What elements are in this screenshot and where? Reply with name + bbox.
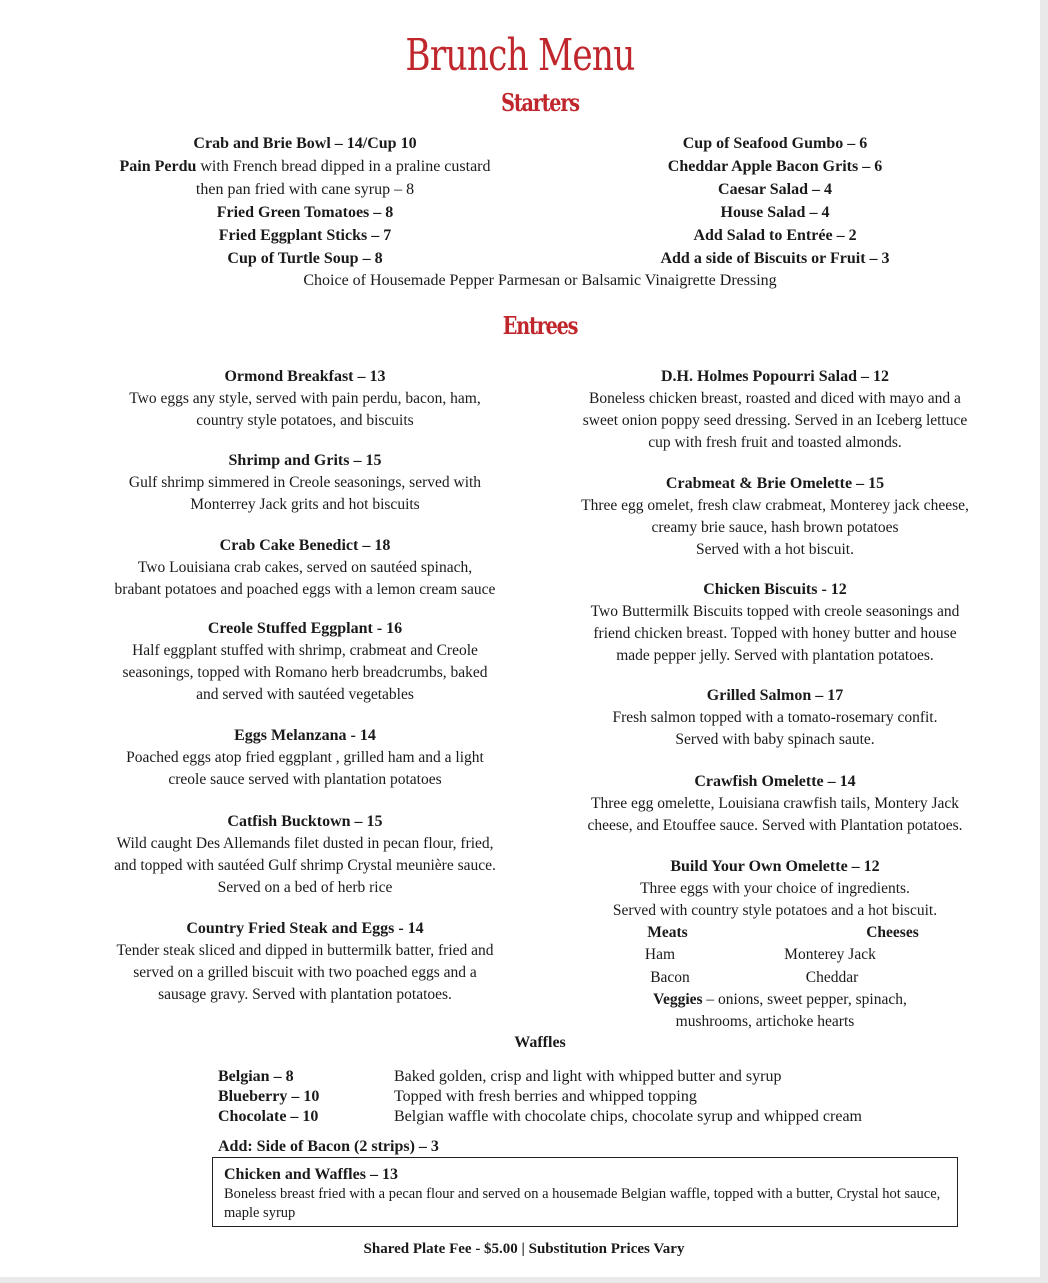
starter-item: Pain Perdu with French bread dipped in a praline custard xyxy=(119,158,491,175)
veggies-line-2: mushrooms, artichoke hearts xyxy=(675,1013,855,1030)
entree-item: Country Fried Steak and Eggs - 14 Tender steak sliced and dipped in buttermilk batter, fried and served on a grilled biscuit with two poached eggs and a sausage gravy. Served with plantation potatoes. xyxy=(90,918,520,1006)
cheese-option: Monterey Jack xyxy=(784,946,876,963)
meat-option: Ham xyxy=(644,946,676,963)
entree-item: Chicken Biscuits - 12 Two Buttermilk Biscuits topped with creole seasonings and friend chicken breast. Topped with honey butter and house made pepper jelly. Served with plantation potatoes. xyxy=(555,579,995,667)
entree-item: Ormond Breakfast – 13 Two eggs any style, served with pain perdu, bacon, ham, country style potatoes, and biscuits xyxy=(90,366,520,432)
entree-name: Crab Cake Benedict – 18 xyxy=(219,537,391,554)
chicken-waffles-name: Chicken and Waffles – 13 xyxy=(224,1166,398,1183)
starter-item: Cup of Turtle Soup – 8 xyxy=(227,250,383,267)
entree-name: Shrimp and Grits – 15 xyxy=(228,452,382,469)
entree-item: Shrimp and Grits – 15 Gulf shrimp simmered in Creole seasonings, served with Monterrey Jack grits and hot biscuits xyxy=(90,450,520,516)
chicken-waffles-desc: Boneless breast fried with a pecan flour and served on a housemade Belgian waffle, topped with a butter, Crystal hot sauce, maple syrup xyxy=(224,1186,941,1221)
veggies-line: Veggies – onions, sweet pepper, spinach, xyxy=(653,991,907,1008)
entree-name: Ormond Breakfast – 13 xyxy=(224,368,386,385)
starters-heading: Starters xyxy=(501,88,579,117)
starter-item: Fried Eggplant Sticks – 7 xyxy=(218,227,392,244)
entree-name: Country Fried Steak and Eggs - 14 xyxy=(186,920,424,937)
entree-item: Crawfish Omelette – 14 Three egg omelette, Louisiana crawfish tails, Montery Jack cheese, and Etouffee sauce. Served with Plantation potatoes. xyxy=(555,771,995,837)
entree-item: D.H. Holmes Popourri Salad – 12 Boneless chicken breast, roasted and diced with mayo and a sweet onion poppy seed dressing. Served in an Iceberg lettuce cup with fresh fruit and toasted almonds. xyxy=(555,366,995,454)
footer-note: Shared Plate Fee - $5.00 | Substitution Prices Vary xyxy=(363,1241,685,1257)
waffles-heading: Waffles xyxy=(514,1034,566,1051)
waffle-item: Chocolate – 10 Belgian waffle with chocolate chips, chocolate syrup and whipped cream xyxy=(218,1108,862,1125)
entree-item: Crabmeat & Brie Omelette – 15 Three egg omelet, fresh claw crabmeat, Monterey jack cheese, creamy brie sauce, hash brown potatoes Served with a hot biscuit. xyxy=(555,473,995,561)
starter-item: Add Salad to Entrée – 2 xyxy=(693,227,857,244)
page-edge-right xyxy=(1040,0,1048,1283)
meats-label: Meats xyxy=(647,924,688,941)
starter-item: Cup of Seafood Gumbo – 6 xyxy=(682,135,868,152)
waffle-item: Blueberry – 10 Topped with fresh berries and whipped topping xyxy=(218,1088,697,1105)
starters-right-list xyxy=(560,132,990,270)
waffle-addon: Add: Side of Bacon (2 strips) – 3 xyxy=(218,1138,439,1155)
entree-name: Catfish Bucktown – 15 xyxy=(227,813,383,830)
omelette-options xyxy=(600,922,950,1032)
starter-item: Add a side of Biscuits or Fruit – 3 xyxy=(660,250,890,267)
starter-item: Crab and Brie Bowl – 14/Cup 10 xyxy=(193,135,417,152)
entrees-heading: Entrees xyxy=(502,311,578,340)
starter-item-continued: then pan fried with cane syrup – 8 xyxy=(195,181,415,198)
waffle-item: Belgian – 8 Baked golden, crisp and light with whipped butter and syrup xyxy=(218,1068,782,1085)
entree-name: D.H. Holmes Popourri Salad – 12 xyxy=(660,368,889,385)
entree-name: Crabmeat & Brie Omelette – 15 xyxy=(665,475,885,492)
entree-item: Build Your Own Omelette – 12 Three eggs with your choice of ingredients. Served with country style potatoes and a hot biscuit. xyxy=(555,856,995,922)
entree-name: Creole Stuffed Eggplant - 16 xyxy=(207,620,403,637)
meat-option: Bacon xyxy=(650,969,690,986)
entree-item: Grilled Salmon – 17 Fresh salmon topped with a tomato-rosemary confit. Served with baby spinach saute. xyxy=(555,685,995,751)
entree-item: Eggs Melanzana - 14 Poached eggs atop fried eggplant , grilled ham and a light creole sauce served with plantation potatoes xyxy=(90,725,520,791)
page-edge-bottom xyxy=(0,1277,1048,1283)
starter-item: Fried Green Tomatoes – 8 xyxy=(216,204,394,221)
entree-item: Crab Cake Benedict – 18 Two Louisiana crab cakes, served on sautéed spinach, brabant potatoes and poached eggs with a lemon cream sauce xyxy=(90,535,520,601)
entree-name: Grilled Salmon – 17 xyxy=(706,687,844,704)
dressing-note: Choice of Housemade Pepper Parmesan or Balsamic Vinaigrette Dressing xyxy=(303,272,777,289)
cheese-option: Cheddar xyxy=(805,969,859,986)
entree-item: Creole Stuffed Eggplant - 16 Half eggplant stuffed with shrimp, crabmeat and Creole seasonings, topped with Romano herb breadcrumbs, baked and served with sautéed vegetables xyxy=(90,618,520,706)
starters-left-list xyxy=(90,132,520,270)
entree-name: Build Your Own Omelette – 12 xyxy=(670,858,880,875)
entree-name: Chicken Biscuits - 12 xyxy=(703,581,847,598)
cheeses-label: Cheeses xyxy=(866,924,919,941)
starter-item: Caesar Salad – 4 xyxy=(718,181,832,198)
entree-name: Crawfish Omelette – 14 xyxy=(694,773,856,790)
chicken-waffles-box xyxy=(212,1157,958,1227)
starter-item: House Salad – 4 xyxy=(720,204,830,221)
starter-item: Cheddar Apple Bacon Grits – 6 xyxy=(667,158,883,175)
entree-name: Eggs Melanzana - 14 xyxy=(234,727,376,744)
menu-title: Brunch Menu xyxy=(405,30,635,81)
entree-item: Catfish Bucktown – 15 Wild caught Des Allemands filet dusted in pecan flour, fried, and topped with sautéed Gulf shrimp Crystal meunière sauce. Served on a bed of herb rice xyxy=(90,811,520,899)
